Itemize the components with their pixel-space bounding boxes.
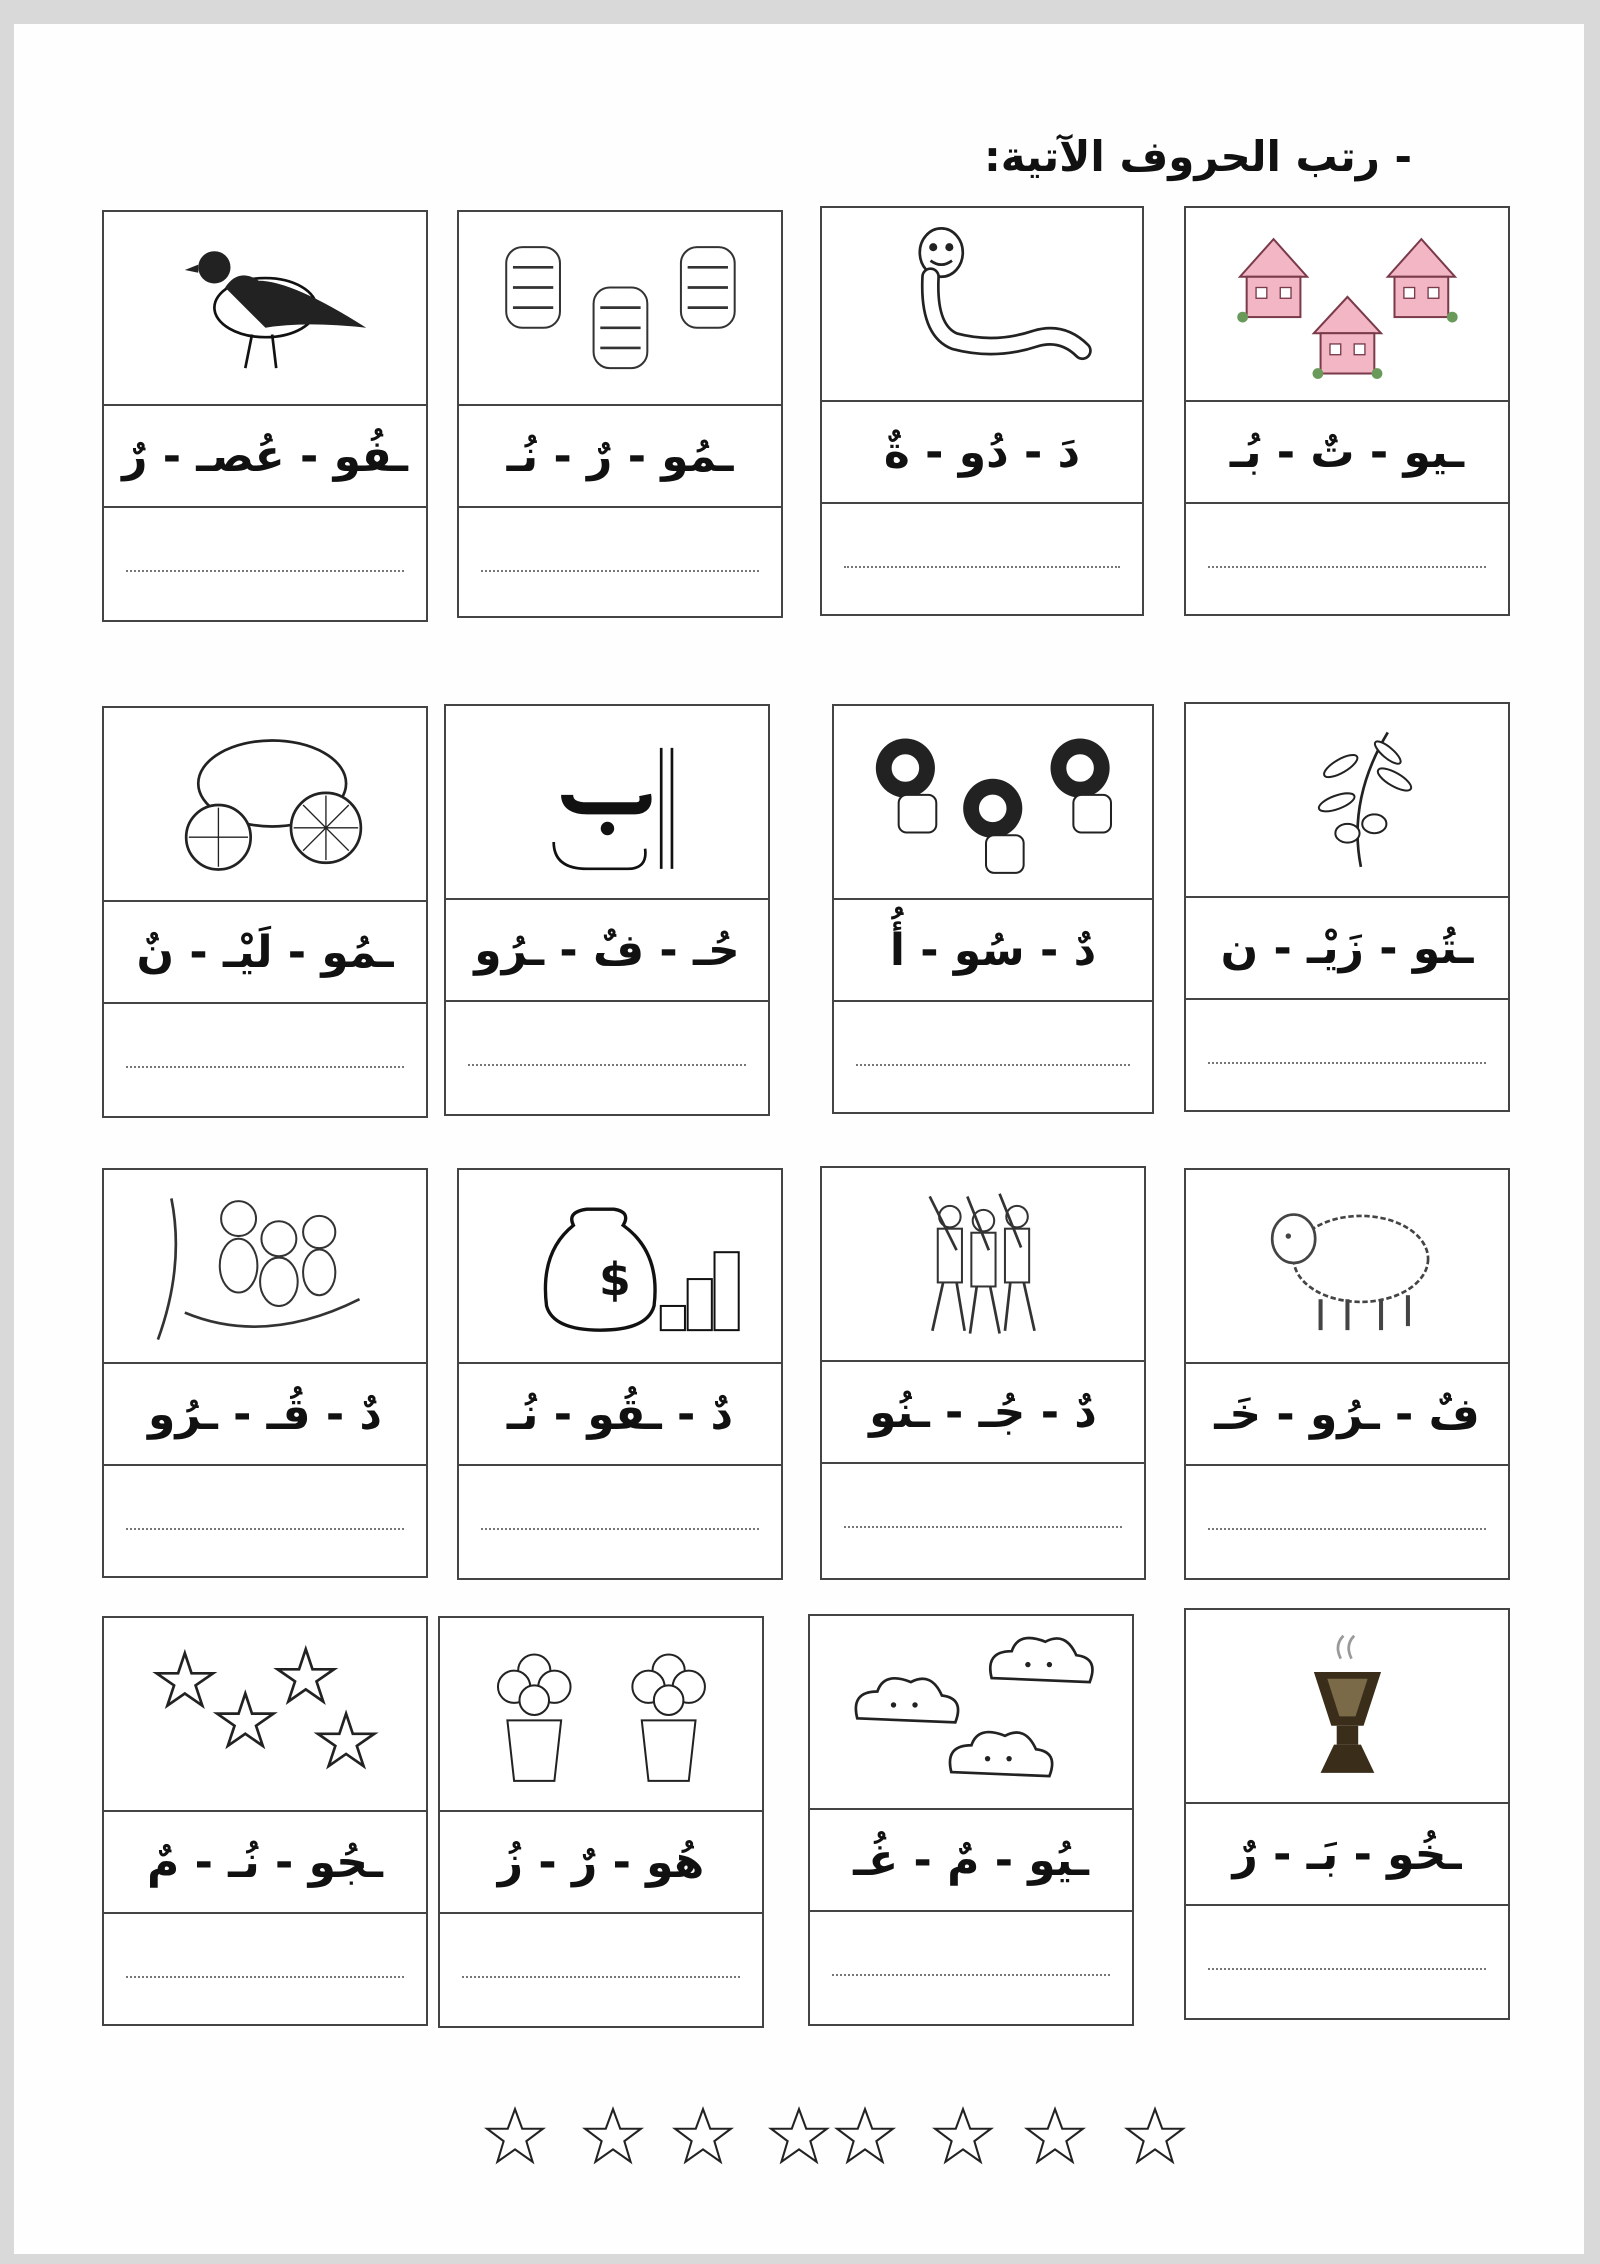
- scrambled-word: ـيو - تٌ - بُـ: [1186, 402, 1508, 504]
- scrambled-word: ـخُو - بَـ - رٌ: [1186, 1804, 1508, 1906]
- star-icon: [672, 2106, 734, 2168]
- bird-icon: [104, 212, 426, 406]
- scrambled-word: حُـ - فٌ - ـرُو: [446, 900, 768, 1002]
- clouds-icon: [810, 1616, 1132, 1810]
- worksheet-page: [14, 24, 1584, 2254]
- word-card-incense-burner: [1184, 1608, 1510, 2020]
- lemon-icon: [104, 708, 426, 902]
- scrambled-word: ـجُو - نُـ - مٌ: [104, 1812, 426, 1914]
- word-card-money: [457, 1168, 783, 1580]
- scrambled-word: دٌ - سُو - أُ: [834, 900, 1152, 1002]
- svg-text:$: $: [598, 1253, 631, 1307]
- word-card-letters: [444, 704, 770, 1116]
- answer-line[interactable]: [459, 508, 781, 620]
- flower-pots-icon: [440, 1618, 762, 1812]
- word-card-stars: [102, 1616, 428, 2026]
- answer-line[interactable]: [446, 1002, 768, 1114]
- sheep-icon: [1186, 1170, 1508, 1364]
- lions-icon: [834, 706, 1152, 900]
- word-card-monkeys: [102, 1168, 428, 1578]
- word-card-sheep: [1184, 1168, 1510, 1580]
- answer-line[interactable]: [104, 508, 426, 620]
- answer-line[interactable]: [440, 1914, 762, 2026]
- star-icon: [582, 2106, 644, 2168]
- houses-icon: [1186, 208, 1508, 402]
- scrambled-word: دَ - دُو - ةٌ: [822, 402, 1142, 504]
- answer-line[interactable]: [822, 1464, 1144, 1576]
- letters-icon: [446, 706, 768, 900]
- scrambled-word: ـتُو - زَيْـ - ن: [1186, 898, 1508, 1000]
- scrambled-word: ـفُو - عُصـ - رٌ: [104, 406, 426, 508]
- word-card-houses: [1184, 206, 1510, 616]
- scrambled-word: هُو - رٌ - زُ: [440, 1812, 762, 1914]
- answer-line[interactable]: [834, 1002, 1152, 1114]
- word-card-soldiers: [820, 1166, 1146, 1580]
- star-icon: [932, 2106, 994, 2168]
- star-icon: [1124, 2106, 1186, 2168]
- monkeys-icon: [104, 1170, 426, 1364]
- answer-line[interactable]: [459, 1466, 781, 1578]
- star-icon: [484, 2106, 546, 2168]
- word-card-olive-branch: [1184, 702, 1510, 1112]
- star-icon: [834, 2106, 896, 2168]
- word-card-worm: [820, 206, 1144, 616]
- instruction-heading: - رتب الحروف الآتية:: [983, 132, 1412, 181]
- soldiers-icon: [822, 1168, 1144, 1362]
- answer-line[interactable]: [1186, 1466, 1508, 1578]
- answer-line[interactable]: [1186, 1000, 1508, 1112]
- scrambled-word: دٌ - ـقُو - نُـ: [459, 1364, 781, 1466]
- scrambled-word: ـمُو - لَيْـ - نٌ: [104, 902, 426, 1004]
- word-card-clouds: [808, 1614, 1134, 2026]
- scrambled-word: دٌ - قُـ - ـرُو: [104, 1364, 426, 1466]
- olive-branch-icon: [1186, 704, 1508, 898]
- star-icon: [1024, 2106, 1086, 2168]
- scrambled-word: فٌ - ـرُو - خَـ: [1186, 1364, 1508, 1466]
- scrambled-word: دٌ - جُـ - ـنُو: [822, 1362, 1144, 1464]
- tigers-icon: [459, 212, 781, 406]
- word-card-tigers: [457, 210, 783, 618]
- answer-line[interactable]: [1186, 504, 1508, 616]
- star-icon: [768, 2106, 830, 2168]
- answer-line[interactable]: [810, 1912, 1132, 2024]
- answer-line[interactable]: [1186, 1906, 1508, 2018]
- answer-line[interactable]: [104, 1466, 426, 1578]
- word-card-bird: [102, 210, 428, 622]
- answer-line[interactable]: [822, 504, 1142, 616]
- stars-icon: [104, 1618, 426, 1812]
- word-card-lemon: [102, 706, 428, 1118]
- worm-icon: [822, 208, 1142, 402]
- scrambled-word: ـيُو - مٌ - غُـ: [810, 1810, 1132, 1912]
- word-card-lions: [832, 704, 1154, 1114]
- word-card-flower-pots: [438, 1616, 764, 2028]
- scrambled-word: ـمُو - رٌ - نُـ: [459, 406, 781, 508]
- footer-stars: [484, 2106, 1204, 2176]
- answer-line[interactable]: [104, 1914, 426, 2026]
- answer-line[interactable]: [104, 1004, 426, 1116]
- incense-burner-icon: [1186, 1610, 1508, 1804]
- money-bag-icon: [459, 1170, 781, 1364]
